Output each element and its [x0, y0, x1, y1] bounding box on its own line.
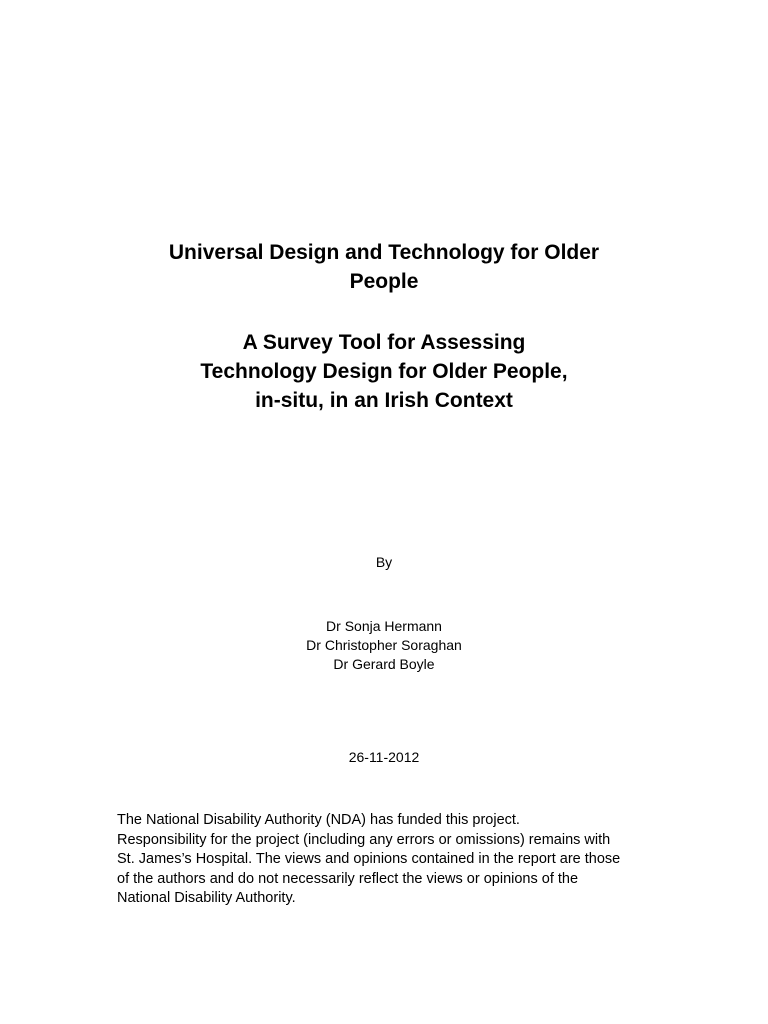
author-name: Dr Sonja Hermann	[326, 618, 442, 634]
disclaimer-line: St. James’s Hospital. The views and opinions contained in the report are those	[117, 851, 621, 867]
author-name: Dr Christopher Soraghan	[306, 637, 462, 653]
document-date: 26-11-2012	[348, 749, 420, 765]
subtitle-line: in-situ, in an Irish Context	[255, 389, 513, 412]
disclaimer-line: of the authors and do not necessarily reflect the views or opinions of the	[117, 870, 579, 887]
author-name: Dr Gerard Boyle	[333, 656, 435, 672]
title-line: People	[349, 270, 419, 293]
funding-disclaimer	[117, 811, 657, 909]
document-subtitle	[120, 328, 648, 415]
subtitle-line: Technology Design for Older People,	[200, 360, 568, 383]
author-list	[0, 617, 768, 674]
disclaimer-line: The National Disability Authority (NDA) has funded this project.	[117, 812, 520, 828]
document-title	[120, 238, 648, 296]
by-label: By	[375, 554, 393, 570]
title-line: Universal Design and Technology for Older	[168, 241, 600, 264]
disclaimer-line: National Disability Authority.	[117, 890, 296, 906]
subtitle-line: A Survey Tool for Assessing	[242, 331, 526, 354]
disclaimer-line: Responsibility for the project (including any errors or omissions) remains with	[117, 831, 611, 848]
